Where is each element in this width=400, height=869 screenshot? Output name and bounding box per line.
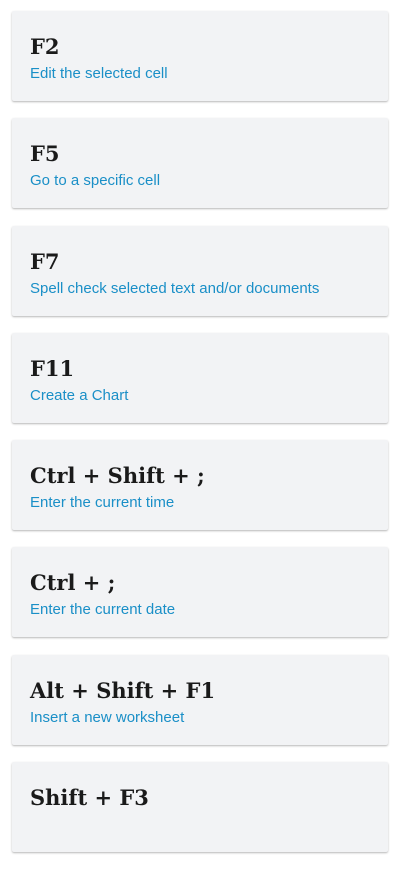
shortcut-card-shift-f3[interactable] [12,762,388,852]
shortcut-key: Ctrl + ; [30,570,116,596]
shortcut-key: F11 [30,355,75,381]
shortcut-key: F5 [30,141,60,167]
shortcut-card-ctrl-shift-semicolon[interactable] [12,440,388,530]
shortcut-description: Enter the current time [30,494,175,512]
shortcut-card-f2[interactable] [12,11,388,101]
shortcut-description: Insert a new worksheet [30,708,185,726]
shortcut-card-ctrl-semicolon[interactable] [12,547,388,637]
shortcut-description: Create a Chart [30,386,129,404]
shortcut-description: Go to a specific cell [30,172,161,190]
shortcut-card-f5[interactable] [12,118,388,208]
shortcut-card-f7[interactable] [12,226,388,316]
shortcut-key: Ctrl + Shift + ; [30,463,205,489]
shortcut-key: Shift + F3 [30,785,149,811]
shortcut-description: Edit the selected cell [30,65,168,82]
shortcut-description: Enter the current date [30,601,176,619]
shortcut-description: Spell check selected text and/or documents [30,279,320,297]
shortcut-key: F7 [30,248,60,274]
shortcut-key: Alt + Shift + F1 [30,677,216,703]
shortcut-list [0,11,400,869]
shortcut-key: F2 [30,34,60,59]
shortcut-card-f11[interactable] [12,333,388,423]
shortcut-card-alt-shift-f1[interactable] [12,655,388,745]
